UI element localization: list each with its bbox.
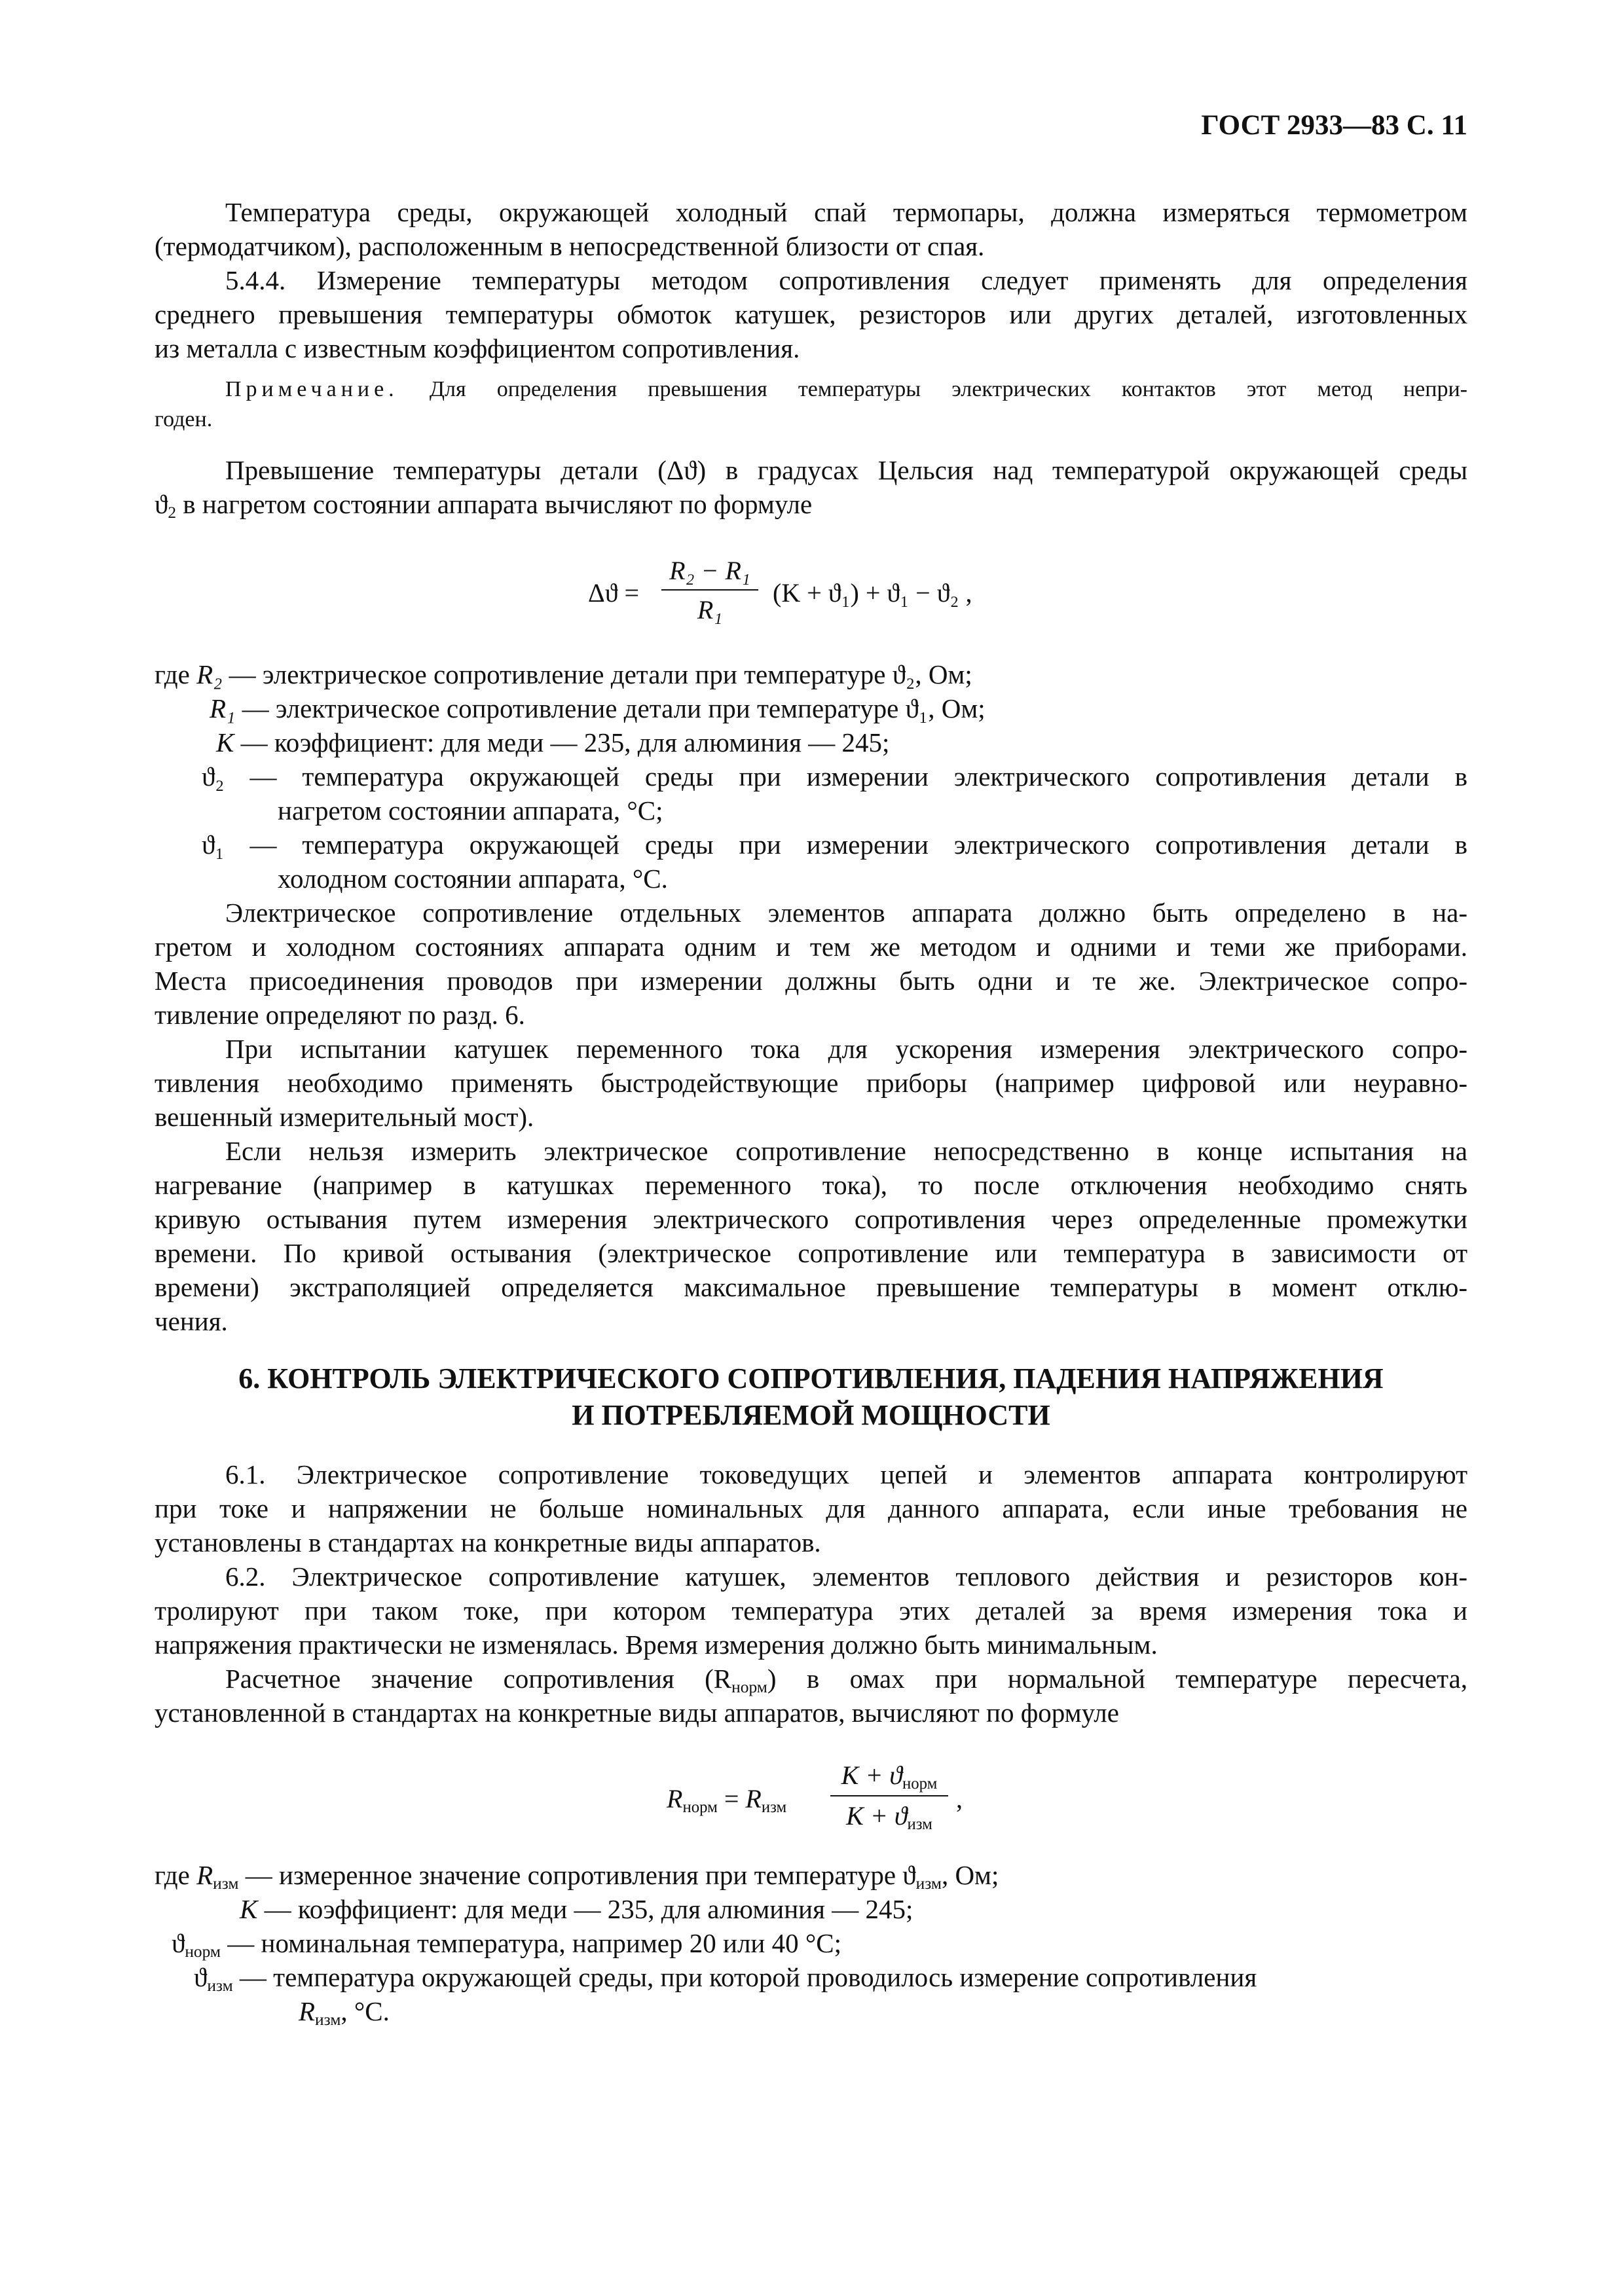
paragraph-line — [155, 930, 1467, 964]
definition-item — [202, 828, 1467, 862]
definition-item: где R₂ — электрическое сопротивление детали при температуре ϑ₂, Ом; — [155, 659, 972, 689]
definition-symbol: ϑ — [172, 1928, 185, 1958]
text-line: вешенный измерительный мост). — [155, 1102, 534, 1132]
page-header: ГОСТ 2933—83 С. 11 — [1201, 110, 1467, 141]
definition-text: — коэффициент: для меди — 235, для алюминия — 245; — [257, 1894, 913, 1924]
definition-text: — электрическое сопротивление детали при температуре ϑ₁, Ом; — [235, 693, 986, 723]
fraction-bar — [661, 589, 758, 591]
paragraph — [155, 263, 1467, 297]
paragraph-line — [155, 1628, 1467, 1662]
text-line: времени) экстраполяцией определяется максимальное превышение температуры в момент отклю- — [155, 1272, 1467, 1302]
text-line: нагревание (например в катушках переменного тока), то после отключения необходимо снять — [155, 1170, 1467, 1200]
formula-denominator: R₁ — [697, 595, 723, 625]
paragraph-line — [155, 1304, 1467, 1338]
formula-denominator: $K + ϑ_{изм}$ — [846, 1801, 932, 1833]
definition-symbol: ϑ — [194, 1962, 208, 1992]
section-heading — [155, 1360, 1467, 1434]
text-line: При испытании катушек переменного тока для ускорения измерения электрического сопро- — [225, 1034, 1467, 1064]
text-line: Температура среды, окружающей холодный спай термопары, должна измеряться термометром — [225, 197, 1467, 227]
definition-text: — измеренное значение сопротивления при температуре ϑ — [238, 1860, 916, 1890]
definition-text: — температура окружающей среды при измерении электрического сопротивления детали в — [224, 761, 1467, 792]
text-line: тивления необходимо применять быстродействующие приборы (например цифровой или неуравно- — [155, 1068, 1467, 1098]
note-line — [155, 405, 1467, 435]
paragraph-line — [155, 1066, 1467, 1100]
definition-continuation: холодном состоянии аппарата, °С. — [278, 864, 668, 894]
paragraph — [155, 1032, 1467, 1066]
definition-item — [210, 691, 986, 725]
text-line: в нагретом состоянии аппарата вычисляют по формуле — [183, 489, 813, 519]
paragraph-line — [155, 487, 1467, 530]
paragraph-line — [155, 297, 1467, 331]
paragraph-line — [155, 1270, 1467, 1304]
definition-item: где $R_{изм}$ — измеренное значение сопротивления при температуре $ϑ_{изм}$, Ом; — [155, 1860, 999, 1893]
paragraph — [155, 453, 1467, 487]
formula-rhs: (K + ϑ₁) + ϑ₁ − ϑ₂ , — [773, 578, 972, 608]
text-line: Места присоединения проводов при измерении должны быть одни и те же. Электрическое сопро- — [155, 966, 1467, 996]
text-line: кривую остывания путем измерения электрического сопротивления через определенные промежутки — [155, 1204, 1467, 1234]
text-line: 6.2. Электрическое сопротивление катушек, элементов теплового действия и резисторов кон- — [225, 1561, 1467, 1592]
paragraph-line — [155, 1100, 1467, 1134]
paragraph — [155, 896, 1467, 930]
text-line: ) в омах при нормальной температуре пересчета, — [767, 1664, 1467, 1694]
symbol-theta2: $ϑ_2$ — [155, 489, 177, 522]
paragraph — [155, 1559, 1467, 1594]
text-line: при токе и напряжении не больше номинальных для данного аппарата, если иные требования не — [155, 1493, 1467, 1523]
text-line: 5.4.4. Измерение температуры методом сопротивления следует применять для определения — [225, 265, 1467, 295]
text-line: Электрическое сопротивление отдельных элементов аппарата должно быть определено в на- — [225, 898, 1467, 928]
text-line: напряжения практически не изменялась. Время измерения должно быть минимальным. — [155, 1630, 1158, 1660]
text-line: (термодатчиком), расположенным в непосредственной близости от спая. — [155, 231, 985, 261]
paragraph-line — [155, 998, 1467, 1032]
formula-lhs: $R_{норм} = R_{изм}$ — [667, 1784, 787, 1816]
text-line: Расчетное значение сопротивления (R — [225, 1664, 732, 1694]
note-label: Примечание. — [225, 377, 399, 401]
text-line: установленной в стандартах на конкретные виды аппаратов, вычисляют по формуле — [155, 1698, 1119, 1728]
text-line: из металла с известным коэффициентом сопротивления. — [155, 333, 800, 363]
text-line: тивление определяют по разд. 6. — [155, 1000, 525, 1030]
paragraph-line — [155, 1525, 1467, 1559]
paragraph-line — [155, 1202, 1467, 1236]
paragraph-line — [155, 331, 1467, 365]
subscript-norm: норм — [731, 1678, 767, 1697]
paragraph-line — [155, 1168, 1467, 1202]
definition-symbol: K — [240, 1894, 258, 1924]
definition-continuation: нагретом состоянии аппарата, °С; — [278, 795, 663, 826]
paragraph-line — [155, 1594, 1467, 1628]
definition-item: $ϑ_{норм}$ — номинальная температура, например 20 или 40 °С; — [172, 1928, 841, 1961]
formula-numerator: R₂ − R₁ — [669, 556, 750, 585]
note-text: годен. — [155, 407, 213, 431]
definition-item — [202, 759, 1467, 793]
paragraph-line — [155, 1696, 1467, 1730]
definition-text: — электрическое сопротивление детали при температуре ϑ₂, Ом; — [222, 659, 972, 689]
section-heading-line: 6. КОНТРОЛЬ ЭЛЕКТРИЧЕСКОГО СОПРОТИВЛЕНИЯ, ПАДЕНИЯ НАПРЯЖЕНИЯ — [238, 1362, 1384, 1394]
definition-item — [240, 1892, 913, 1926]
definition-symbol: K — [216, 727, 234, 757]
text-line: времени. По кривой остывания (электрическое сопротивление или температура в зависимости от — [155, 1238, 1467, 1268]
paragraph-line — [155, 964, 1467, 998]
definition-symbol: ϑ₁ — [202, 829, 225, 860]
paragraph-line — [155, 1236, 1467, 1270]
paragraph — [155, 1457, 1467, 1491]
definition-text: — температура окружающей среды, при которой проводилось измерение сопротивления — [232, 1962, 1257, 1992]
formula-tail: , — [956, 1784, 963, 1813]
definition-text: — номинальная температура, например 20 или 40 °С; — [221, 1928, 841, 1958]
definition-symbol: R₁ — [210, 693, 236, 723]
paragraph — [155, 1134, 1467, 1168]
text-line: чения. — [155, 1306, 228, 1336]
text-line: установлены в стандартах на конкретные виды аппаратов. — [155, 1527, 821, 1558]
definition-symbol: R — [196, 1860, 213, 1890]
note — [155, 374, 1467, 405]
text-line: Превышение температуры детали (Δϑ) в градусах Цельсия над температурой окружающей среды — [225, 455, 1467, 485]
formula-numerator: $K + ϑ_{норм}$ — [841, 1760, 938, 1793]
definition-item: $ϑ_{изм}$ — температура окружающей среды, при которой проводилось измерение сопротивления — [194, 1962, 1257, 1995]
text-line: среднего превышения температуры обмоток катушек, резисторов или других деталей, изготовленных — [155, 299, 1467, 329]
definition-symbol: ϑ₂ — [202, 761, 225, 792]
definition-continuation: $R_{изм}$, °С. — [299, 1996, 390, 2030]
paragraph — [155, 195, 1467, 229]
definition-item — [216, 725, 889, 759]
text-line: 6.1. Электрическое сопротивление токоведущих цепей и элементов аппарата контролируют — [225, 1459, 1467, 1489]
formula-lhs: Δϑ = — [588, 578, 640, 608]
paragraph-line — [155, 1491, 1467, 1525]
definition-text: — коэффициент: для меди — 235, для алюминия — 245; — [234, 727, 890, 757]
definition-text: — температура окружающей среды при измерении электрического сопротивления детали в — [224, 829, 1467, 860]
note-text: Для определения превышения температуры электрических контактов этот метод непри- — [398, 377, 1467, 401]
text-line: Если нельзя измерить электрическое сопротивление непосредственно в конце испытания на — [225, 1136, 1467, 1166]
fraction-bar — [830, 1795, 948, 1796]
definition-symbol: R₂ — [196, 659, 223, 689]
text-line: гретом и холодном состояниях аппарата одним и тем же методом и одними и теми же приборами. — [155, 932, 1467, 962]
section-heading-line: И ПОТРЕБЛЯЕМОЙ МОЩНОСТИ — [572, 1399, 1050, 1431]
paragraph-line — [155, 229, 1467, 263]
text-line: тролируют при таком токе, при котором температура этих деталей за время измерения тока и — [155, 1595, 1467, 1626]
